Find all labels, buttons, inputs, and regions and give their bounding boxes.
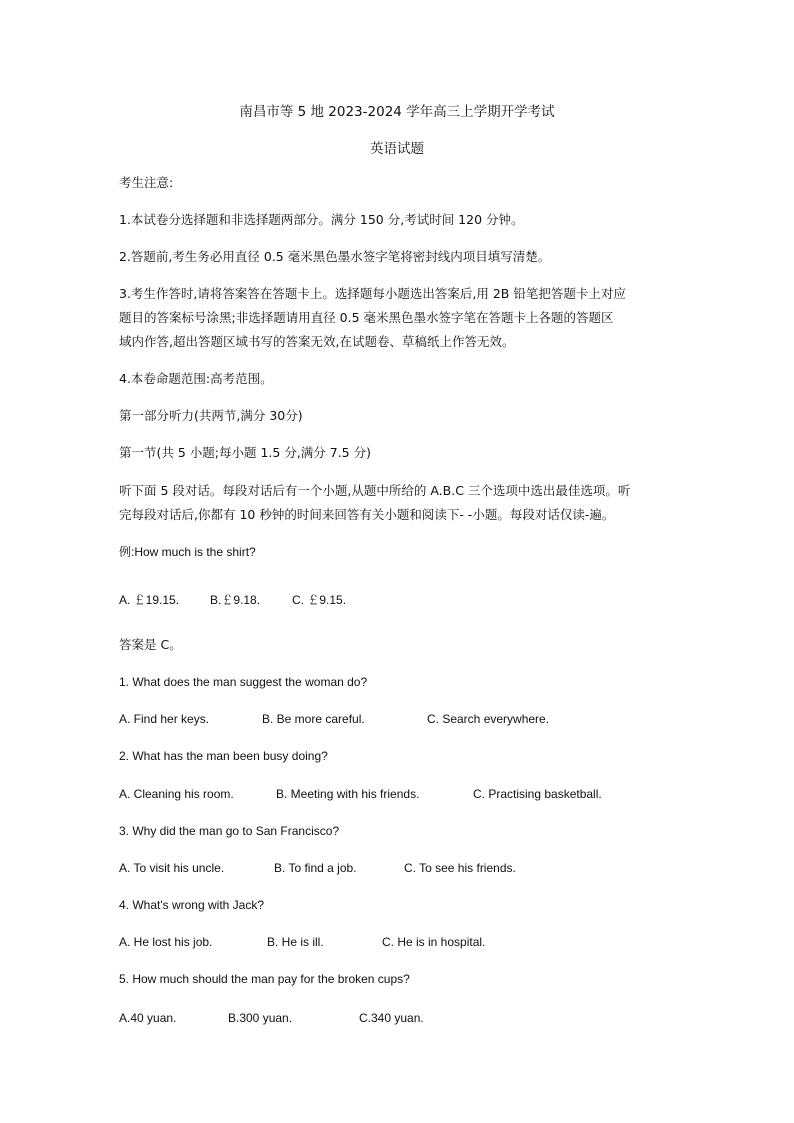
question-1-option-a: A. Find her keys. bbox=[119, 712, 210, 726]
question-5-stem: 5. How much should the man pay for the broken cups? bbox=[119, 972, 410, 986]
notice-heading: 考生注意: bbox=[119, 175, 174, 190]
example-option-a: A. ￡19.15. bbox=[119, 593, 180, 607]
question-5-option-c: C.340 yuan. bbox=[359, 1011, 424, 1025]
notice-item-2: 2.答题前,考生务必用直径 0.5 毫米黑色墨水签字笔将密封线内项目填写清楚。 bbox=[119, 249, 551, 264]
instructions-line-2: 完每段对话后,你都有 10 秒钟的时间来回答有关小题和阅读下- -小题。每段对话仅读-遍。 bbox=[119, 507, 615, 522]
question-4-option-b: B. He is ill. bbox=[267, 935, 324, 949]
notice-item-4: 4.本卷命题范围:高考范围。 bbox=[119, 371, 273, 386]
instructions-line-1: 听下面 5 段对话。每段对话后有一个小题,从题中所给的 A.B.C 三个选项中选出最佳选项。听 bbox=[119, 483, 631, 498]
section1-heading: 第一节(共 5 小题;每小题 1.5 分,满分 7.5 分) bbox=[119, 445, 371, 460]
question-5-option-a: A.40 yuan. bbox=[119, 1011, 177, 1025]
part1-heading: 第一部分听力(共两节,满分 30分) bbox=[119, 408, 303, 423]
example-answer: 答案是 C。 bbox=[119, 637, 182, 652]
question-4-option-a: A. He lost his job. bbox=[119, 935, 213, 949]
question-5-option-b: B.300 yuan. bbox=[228, 1011, 293, 1025]
question-3-stem: 3. Why did the man go to San Francisco? bbox=[119, 824, 340, 838]
exam-subtitle: 英语试题 bbox=[370, 141, 424, 157]
example-option-c: C. ￡9.15. bbox=[292, 593, 347, 607]
notice-item-3-line-1: 3.考生作答时,请将答案答在答题卡上。选择题每小题选出答案后,用 2B 铅笔把答题卡上对应 bbox=[119, 286, 626, 301]
question-1-stem: 1. What does the man suggest the woman do? bbox=[119, 675, 368, 689]
question-3-option-a: A. To visit his uncle. bbox=[119, 861, 225, 875]
notice-item-3-line-2: 题目的答案标号涂黑;非选择题请用直径 0.5 毫米黑色墨水签字笔在答题卡上各题的答题区 bbox=[119, 310, 614, 325]
question-1-option-c: C. Search everywhere. bbox=[427, 712, 550, 726]
question-2-option-c: C. Practising basketball. bbox=[473, 787, 602, 801]
example-option-b: B.￡9.18. bbox=[210, 593, 261, 607]
exam-title: 南昌市等 5 地 2023-2024 学年高三上学期开学考试 bbox=[239, 104, 555, 120]
notice-item-3-line-3: 域内作答,超出答题区域书写的答案无效,在试题卷、草稿纸上作答无效。 bbox=[119, 334, 515, 349]
example-question: 例:How much is the shirt? bbox=[119, 545, 256, 559]
question-2-option-b: B. Meeting with his friends. bbox=[276, 787, 420, 801]
question-4-stem: 4. What's wrong with Jack? bbox=[119, 898, 265, 912]
question-3-option-c: C. To see his friends. bbox=[404, 861, 516, 875]
question-4-option-c: C. He is in hospital. bbox=[382, 935, 486, 949]
question-1-option-b: B. Be more careful. bbox=[262, 712, 365, 726]
notice-item-1: 1.本试卷分选择题和非选择题两部分。满分 150 分,考试时间 120 分钟。 bbox=[119, 212, 524, 227]
question-3-option-b: B. To find a job. bbox=[274, 861, 357, 875]
question-2-option-a: A. Cleaning his room. bbox=[119, 787, 234, 801]
question-2-stem: 2. What has the man been busy doing? bbox=[119, 749, 328, 763]
